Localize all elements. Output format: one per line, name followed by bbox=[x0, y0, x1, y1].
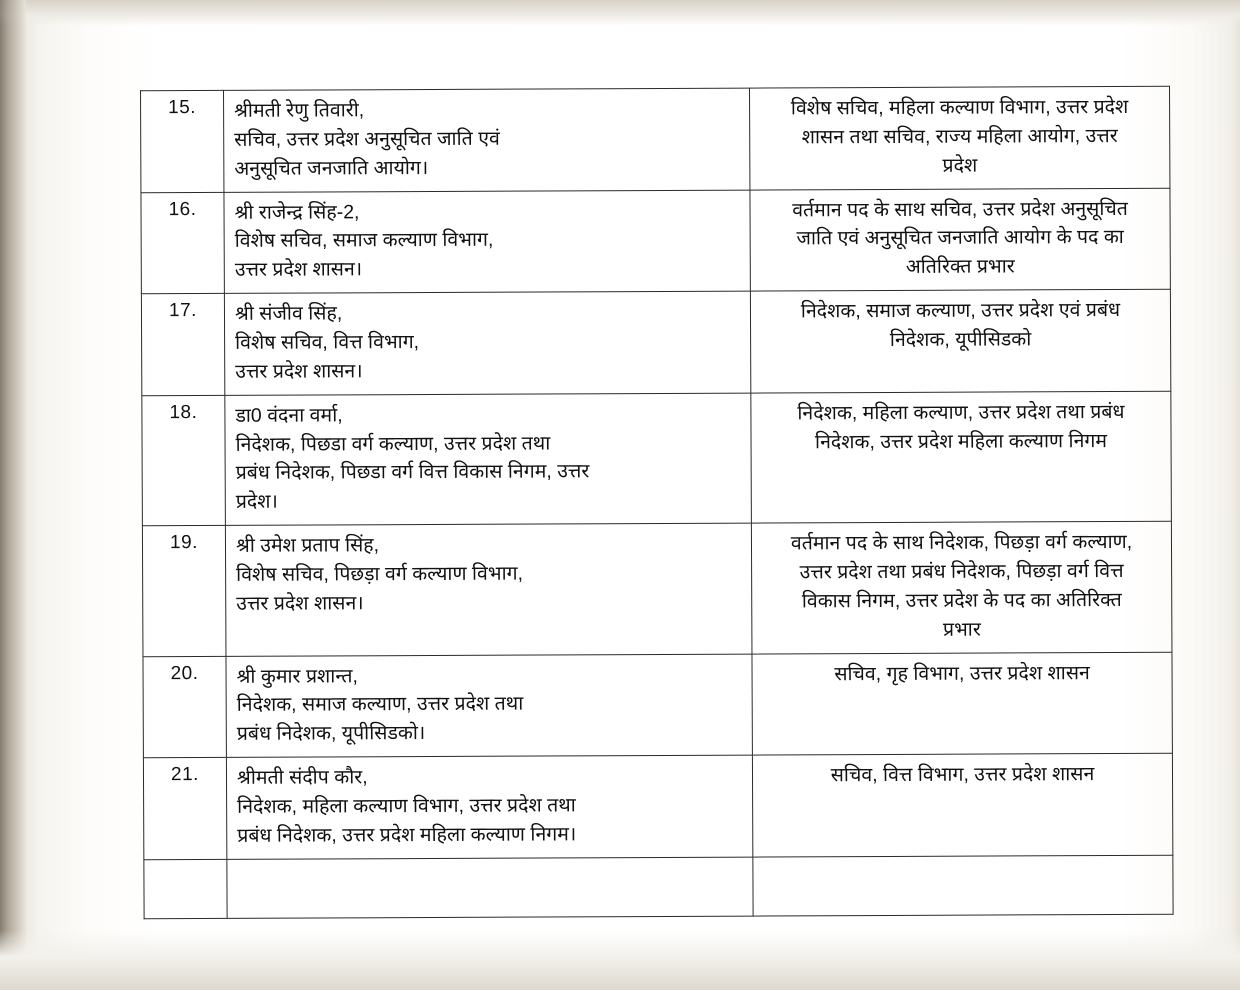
row-new-post bbox=[751, 391, 1172, 523]
text-line: सचिव, वित्त विभाग, उत्तर प्रदेश शासन bbox=[830, 763, 1095, 787]
row-serial-number: 19. bbox=[142, 526, 226, 657]
table-row bbox=[142, 521, 1172, 656]
text-line: निदेशक, समाज कल्याण, उत्तर प्रदेश तथा bbox=[236, 693, 524, 717]
row-serial-number: 17. bbox=[141, 294, 224, 396]
text-line: प्रबंध निदेशक, पिछडा वर्ग वित्त विकास निगम, उत्तर bbox=[235, 460, 590, 485]
row-new-post bbox=[750, 289, 1170, 392]
text-line: निदेशक, महिला कल्याण, उत्तर प्रदेश तथा प्रबंध bbox=[797, 400, 1125, 425]
text-line: श्रीमती संदीप कौर, bbox=[236, 766, 368, 790]
table-row bbox=[141, 86, 1170, 192]
text-line: विशेष सचिव, पिछड़ा वर्ग कल्याण विभाग, bbox=[236, 562, 524, 586]
row-officer-name bbox=[225, 523, 752, 656]
text-line: निदेशक, समाज कल्याण, उत्तर प्रदेश एवं प्रबंध bbox=[800, 299, 1121, 323]
text-line: प्रदेश। bbox=[235, 490, 278, 514]
text-line: सचिव, उत्तर प्रदेश अनुसूचित जाति एवं bbox=[234, 127, 500, 151]
text-line: वर्तमान पद के साथ निदेशक, पिछड़ा वर्ग कल्याण, bbox=[790, 531, 1133, 555]
table-row bbox=[142, 391, 1172, 526]
text-line: निदेशक, पिछडा वर्ग कल्याण, उत्तर प्रदेश तथा bbox=[235, 432, 551, 456]
row-serial-number: 15. bbox=[141, 90, 224, 192]
text-line: अनुसूचित जनजाति आयोग। bbox=[234, 156, 429, 180]
row-officer-name bbox=[224, 190, 750, 294]
table-row bbox=[143, 652, 1172, 758]
text-line: जाति एवं अनुसूचित जनजाति आयोग के पद का bbox=[796, 226, 1124, 250]
row-officer-name bbox=[226, 654, 752, 758]
table-row bbox=[141, 289, 1170, 395]
text-line: श्री संजीव सिंह, bbox=[234, 302, 343, 325]
text-line: श्रीमती रेणु तिवारी, bbox=[234, 99, 365, 122]
table-body bbox=[141, 86, 1174, 918]
text-line: विशेष सचिव, महिला कल्याण विभाग, उत्तर प्रदेश bbox=[790, 95, 1129, 120]
row-new-post bbox=[752, 652, 1172, 755]
text-line: प्रभार bbox=[942, 618, 981, 641]
row-officer-name bbox=[224, 291, 750, 395]
text-line: अतिरिक्त प्रभार bbox=[905, 255, 1015, 279]
table-row bbox=[143, 753, 1172, 859]
text-line: श्री उमेश प्रताप सिंह, bbox=[235, 534, 380, 558]
row-serial-number-blank bbox=[144, 859, 227, 918]
text-line: शासन तथा सचिव, राज्य महिला आयोग, उत्तर bbox=[801, 124, 1118, 149]
text-line: डा0 वंदना वर्मा, bbox=[235, 404, 343, 427]
text-line: उत्तर प्रदेश तथा प्रबंध निदेशक, पिछड़ा वर्ग वित्त bbox=[799, 559, 1124, 584]
row-officer-name bbox=[224, 88, 750, 192]
text-line: श्री राजेन्द्र सिंह-2, bbox=[234, 200, 360, 224]
text-line: निदेशक, उत्तर प्रदेश महिला कल्याण निगम bbox=[814, 429, 1108, 453]
text-line: विकास निगम, उत्तर प्रदेश के पद का अतिरिक्त bbox=[801, 588, 1122, 613]
row-serial-number: 16. bbox=[141, 192, 224, 294]
text-line: श्री कुमार प्रशान्त, bbox=[236, 664, 358, 688]
row-officer-name-blank bbox=[227, 857, 753, 918]
transfer-order-table bbox=[140, 86, 1174, 919]
row-new-post-blank bbox=[753, 855, 1173, 916]
text-line: उत्तर प्रदेश शासन। bbox=[234, 258, 363, 282]
text-line: वर्तमान पद के साथ सचिव, उत्तर प्रदेश अनुसूचित bbox=[792, 197, 1128, 221]
text-line: प्रबंध निदेशक, उत्तर प्रदेश महिला कल्याण निगम। bbox=[237, 823, 577, 847]
text-line: निदेशक, यूपीसिडको bbox=[889, 328, 1032, 351]
text-line: उत्तर प्रदेश शासन। bbox=[236, 592, 364, 615]
text-line: निदेशक, महिला कल्याण विभाग, उत्तर प्रदेश तथा bbox=[237, 794, 576, 818]
row-new-post bbox=[752, 753, 1172, 856]
row-new-post bbox=[750, 86, 1170, 189]
row-new-post bbox=[750, 188, 1170, 291]
text-line: विशेष सचिव, वित्त विभाग, bbox=[235, 331, 420, 354]
text-line: विशेष सचिव, समाज कल्याण विभाग, bbox=[234, 229, 494, 253]
row-serial-number: 18. bbox=[142, 395, 226, 526]
row-serial-number: 21. bbox=[143, 758, 226, 860]
row-new-post bbox=[751, 521, 1172, 653]
transfer-order-table-wrapper bbox=[140, 86, 1174, 919]
row-officer-name bbox=[226, 755, 752, 859]
page-binding-edge bbox=[0, 0, 26, 990]
table-row bbox=[141, 188, 1170, 294]
row-serial-number: 20. bbox=[143, 656, 226, 758]
text-line: प्रदेश bbox=[942, 154, 978, 177]
table-row-blank bbox=[144, 855, 1173, 918]
text-line: प्रबंध निदेशक, यूपीसिडको। bbox=[236, 722, 426, 746]
row-officer-name bbox=[225, 393, 752, 526]
text-line: उत्तर प्रदेश शासन। bbox=[235, 360, 363, 383]
text-line: सचिव, गृह विभाग, उत्तर प्रदेश शासन bbox=[834, 661, 1090, 685]
